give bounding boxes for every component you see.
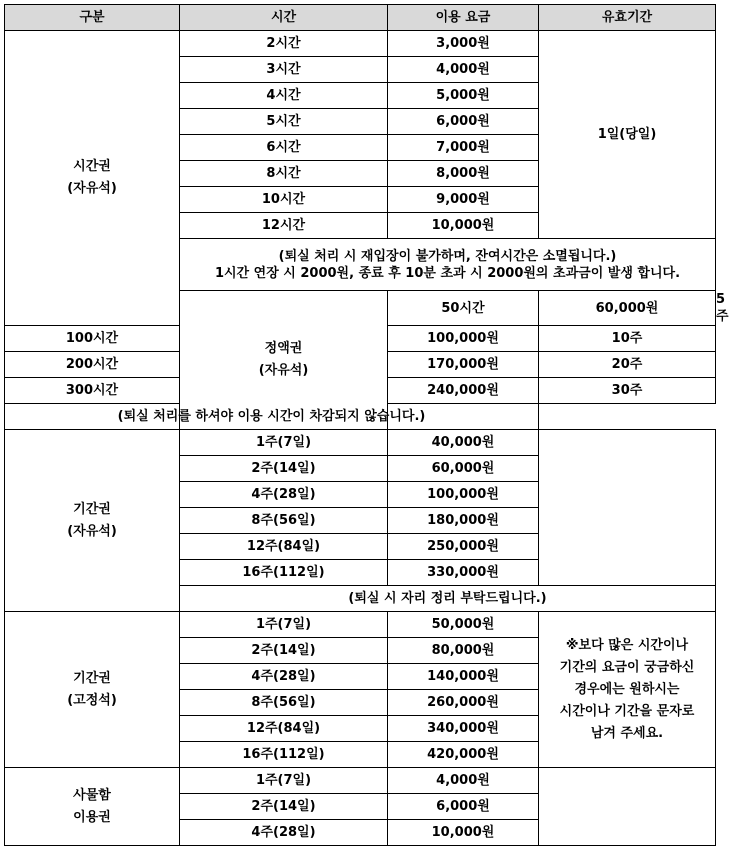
time-cell: 10시간 (180, 187, 388, 213)
time-cell: 4시간 (180, 83, 388, 109)
price-cell: 60,000원 (539, 291, 716, 326)
price-cell: 260,000원 (388, 690, 539, 716)
price-cell: 170,000원 (388, 352, 539, 378)
price-cell: 80,000원 (388, 638, 539, 664)
table-row (5, 768, 716, 794)
memo-line: 경우에는 원하시는 (574, 681, 680, 697)
price-cell: 330,000원 (388, 560, 539, 586)
price-cell: 60,000원 (388, 456, 539, 482)
price-cell: 10,000원 (388, 820, 539, 846)
note-line: 1시간 연장 시 2000원, 종료 후 10분 초과 시 2000원의 초과금이 발생 합니다. (214, 265, 681, 281)
price-cell: 5,000원 (388, 83, 539, 109)
price-cell: 420,000원 (388, 742, 539, 768)
category-label: 시간권 (73, 159, 111, 174)
price-cell: 40,000원 (388, 430, 539, 456)
memo-line: 기간의 요금이 궁금하신 (559, 659, 695, 675)
time-cell: 16주(112일) (180, 742, 388, 768)
price-cell: 100,000원 (388, 326, 539, 352)
memo-line: 시간이나 기간을 문자로 (559, 703, 695, 719)
price-cell: 140,000원 (388, 664, 539, 690)
header-row (5, 5, 716, 31)
time-cell: 2주(14일) (180, 456, 388, 482)
category-label: 기간권 (73, 501, 111, 517)
category-label: 사물함 (73, 787, 111, 803)
table-row (5, 430, 716, 456)
note-line: (퇴실 처리 시 재입장이 불가하며, 잔여시간은 소멸됩니다.) (278, 248, 617, 264)
header-category: 구분 (5, 5, 180, 31)
time-cell: 1주(7일) (180, 768, 388, 794)
price-cell: 340,000원 (388, 716, 539, 742)
memo-line: 남겨 주세요. (590, 725, 664, 741)
validity-cell: 1일(당일) (539, 31, 716, 239)
time-cell: 6시간 (180, 135, 388, 161)
time-cell: 2주(14일) (180, 638, 388, 664)
price-cell: 4,000원 (388, 57, 539, 83)
time-cell: 4주(28일) (180, 482, 388, 508)
time-cell: 12주(84일) (180, 534, 388, 560)
category-sublabel: (자유석) (67, 181, 117, 196)
price-cell: 7,000원 (388, 135, 539, 161)
time-cell: 8주(56일) (180, 690, 388, 716)
category-sublabel: 이용권 (73, 809, 111, 825)
time-cell: 2시간 (180, 31, 388, 57)
category-cell-period-fixed (5, 612, 180, 768)
price-cell: 240,000원 (388, 378, 539, 404)
time-cell: 12시간 (180, 213, 388, 239)
time-cell: 8주(56일) (180, 508, 388, 534)
price-cell: 3,000원 (388, 31, 539, 57)
price-cell: 9,000원 (388, 187, 539, 213)
category-sublabel: (자유석) (67, 523, 117, 539)
category-cell-time-pass (5, 31, 180, 326)
time-cell: 100시간 (5, 326, 180, 352)
price-cell: 250,000원 (388, 534, 539, 560)
time-cell: 1주(7일) (180, 430, 388, 456)
category-label: 기간권 (73, 670, 111, 686)
category-label: 정액권 (264, 341, 303, 356)
category-sublabel: (고정석) (67, 692, 117, 708)
header-validity: 유효기간 (539, 5, 716, 31)
time-cell: 1주(7일) (180, 612, 388, 638)
price-cell: 4,000원 (388, 768, 539, 794)
table-row: 정액권 (자유석) 50시간 60,000원 5주 (5, 291, 716, 326)
table-row (5, 612, 716, 638)
note-row (5, 404, 716, 430)
validity-cell: 10주 (539, 326, 716, 352)
time-cell: 5시간 (180, 109, 388, 135)
header-price: 이용 요금 (388, 5, 539, 31)
memo-cell (539, 612, 716, 768)
price-cell: 6,000원 (388, 794, 539, 820)
time-cell: 50시간 (388, 291, 539, 326)
time-cell: 2주(14일) (180, 794, 388, 820)
category-cell-locker (5, 768, 180, 846)
validity-cell-empty (539, 768, 716, 846)
header-time: 시간 (180, 5, 388, 31)
price-cell: 100,000원 (388, 482, 539, 508)
time-cell: 4주(28일) (180, 820, 388, 846)
note-cell: (퇴실 처리를 하셔야 이용 시간이 차감되지 않습니다.) (5, 404, 539, 430)
time-cell: 12주(84일) (180, 716, 388, 742)
time-cell: 8시간 (180, 161, 388, 187)
note-cell: (퇴실 시 자리 정리 부탁드립니다.) (180, 586, 716, 612)
table-row (5, 31, 716, 57)
price-cell: 6,000원 (388, 109, 539, 135)
note-cell (180, 239, 716, 291)
time-cell: 4주(28일) (180, 664, 388, 690)
category-sublabel: (자유석) (258, 363, 309, 378)
validity-cell-empty (539, 430, 716, 586)
time-cell: 300시간 (5, 378, 180, 404)
category-cell-period-free (5, 430, 180, 612)
time-cell: 3시간 (180, 57, 388, 83)
validity-cell: 20주 (539, 352, 716, 378)
price-cell: 50,000원 (388, 612, 539, 638)
time-cell: 200시간 (5, 352, 180, 378)
price-cell: 180,000원 (388, 508, 539, 534)
time-cell: 16주(112일) (180, 560, 388, 586)
pricing-table (4, 4, 729, 846)
validity-cell: 30주 (539, 378, 716, 404)
price-cell: 10,000원 (388, 213, 539, 239)
price-cell: 8,000원 (388, 161, 539, 187)
memo-line: ※보다 많은 시간이나 (565, 637, 689, 653)
